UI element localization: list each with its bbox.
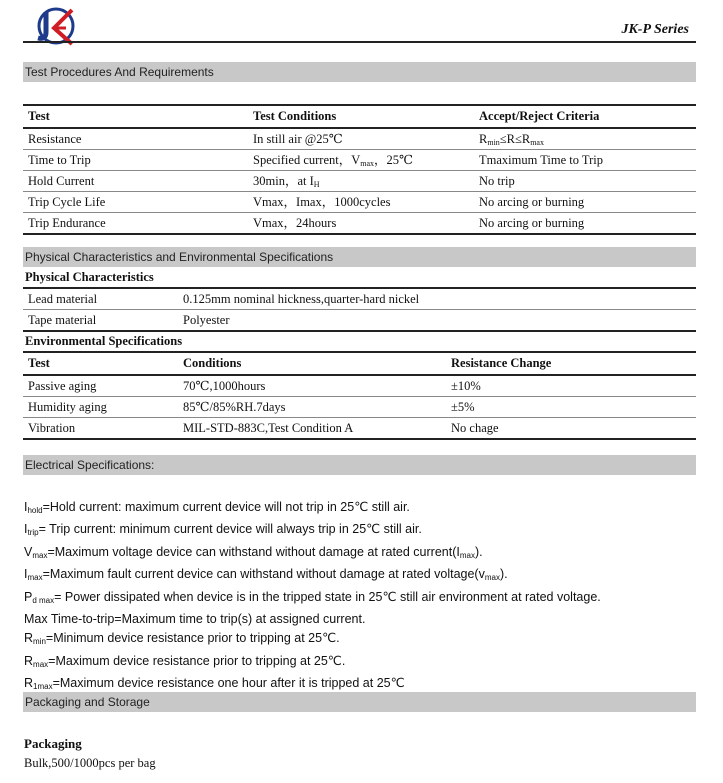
- env-test: Humidity aging: [28, 400, 107, 414]
- section-band-physical: Physical Characteristics and Environmental Specifications: [23, 247, 696, 267]
- table-row: [23, 418, 696, 440]
- definition-line: $I_{trip}=$ Trip current: minimum current device will always trip in 25℃ still air.: [24, 522, 422, 538]
- table-row: [23, 289, 696, 310]
- table-header-row: [23, 351, 696, 376]
- table-header-row: [23, 104, 696, 129]
- test-condition: 30min，at $I_H$: [253, 174, 320, 189]
- definition-line: $V_{max}=Maximum$ voltage device can withstand without damage at rated $current(I_{max})$.: [24, 544, 483, 560]
- env-test: Passive aging: [28, 379, 97, 393]
- test-table: [23, 104, 696, 235]
- property-label: Tape material: [28, 313, 97, 327]
- property-label: Lead material: [28, 292, 98, 306]
- test-name: Resistance: [28, 132, 82, 146]
- definition-line: $P_{d max}=$ Power dissipated when device is in the tripped state in 25℃ still air environment at rated voltage.: [24, 589, 601, 605]
- property-value: 0.125mm nominal hickness,quarter-hard nickel: [183, 292, 420, 306]
- test-condition: In still air @25℃: [253, 132, 343, 146]
- env-condition: 70℃,1000hours: [183, 379, 266, 393]
- env-change: ±5%: [451, 400, 475, 414]
- table-row: [23, 150, 696, 171]
- packaging-heading: Packaging: [24, 736, 82, 751]
- definition-line: $R_{1max}=Maximum$ device resistance one hour after it is tripped at 25℃: [24, 676, 405, 692]
- test-condition: Vmax，Imax，1000cycles: [253, 195, 391, 209]
- header-rule: [23, 41, 696, 43]
- definition-line: Max Time-to-trip=Maximum time to trip(s) at assigned current.: [24, 612, 366, 627]
- col-header-criteria: Accept/Reject Criteria: [479, 109, 600, 123]
- physical-table: [23, 268, 696, 440]
- table-row: [23, 171, 696, 192]
- table-row: [23, 376, 696, 397]
- section-band-packaging: Packaging and Storage: [23, 692, 696, 712]
- definition-line: $R_{max}=Maximum$ device resistance prior to tripping at 25℃.: [24, 653, 346, 669]
- test-criteria: $R_{min}\le R\le R_{max}$: [479, 132, 544, 147]
- test-criteria: Tmaximum Time to Trip: [479, 153, 603, 167]
- table-row: [23, 213, 696, 235]
- env-condition: MIL-STD-883C,Test Condition A: [183, 421, 354, 435]
- definition-line: $I_{max}=Maximum$ fault current device can withstand without damage at rated $voltage(v_{max})$.: [24, 567, 508, 583]
- table-row: [23, 129, 696, 150]
- environmental-heading: Environmental Specifications: [25, 334, 183, 348]
- test-criteria: No arcing or burning: [479, 216, 585, 230]
- physical-heading: Physical Characteristics: [23, 268, 696, 289]
- test-name: Trip Cycle Life: [28, 195, 106, 209]
- table-row: [23, 310, 696, 332]
- col-header-test: Test: [28, 356, 50, 370]
- test-criteria: No trip: [479, 174, 515, 188]
- series-title: JK-P Series: [621, 22, 689, 37]
- test-condition: Vmax，24hours: [253, 216, 337, 230]
- col-header-test: Test: [28, 109, 50, 123]
- definition-line: $I_{hold}=Hold$ current: maximum current device will not trip in 25℃ still air.: [24, 500, 410, 515]
- env-test: Vibration: [28, 421, 76, 435]
- table-row: [23, 397, 696, 418]
- test-name: Trip Endurance: [28, 216, 106, 230]
- section-band-test: Test Procedures And Requirements: [23, 62, 696, 82]
- electrical-definitions: [24, 498, 601, 697]
- test-condition: Specified current，$V_{max}$，25℃: [253, 153, 414, 168]
- test-criteria: No arcing or burning: [479, 195, 585, 209]
- property-value: Polyester: [183, 313, 230, 327]
- env-change: No chage: [451, 421, 499, 435]
- jk-logo-icon: [32, 6, 80, 46]
- packaging-text: Bulk,500/1000pcs per bag: [24, 756, 156, 770]
- test-name: Hold Current: [28, 174, 95, 188]
- table-row: [23, 192, 696, 213]
- env-condition: 85℃/85%RH.7days: [183, 400, 286, 414]
- env-change: ±10%: [451, 379, 481, 393]
- col-header-conditions: Test Conditions: [253, 109, 337, 123]
- col-header-resistance-change: Resistance Change: [451, 356, 552, 370]
- col-header-conditions: Conditions: [183, 356, 242, 370]
- definition-line: $R_{min}=Minimum$ device resistance prior to tripping at 25℃.: [24, 631, 340, 647]
- section-band-electrical: Electrical Specifications:: [23, 455, 696, 475]
- test-name: Time to Trip: [28, 153, 91, 167]
